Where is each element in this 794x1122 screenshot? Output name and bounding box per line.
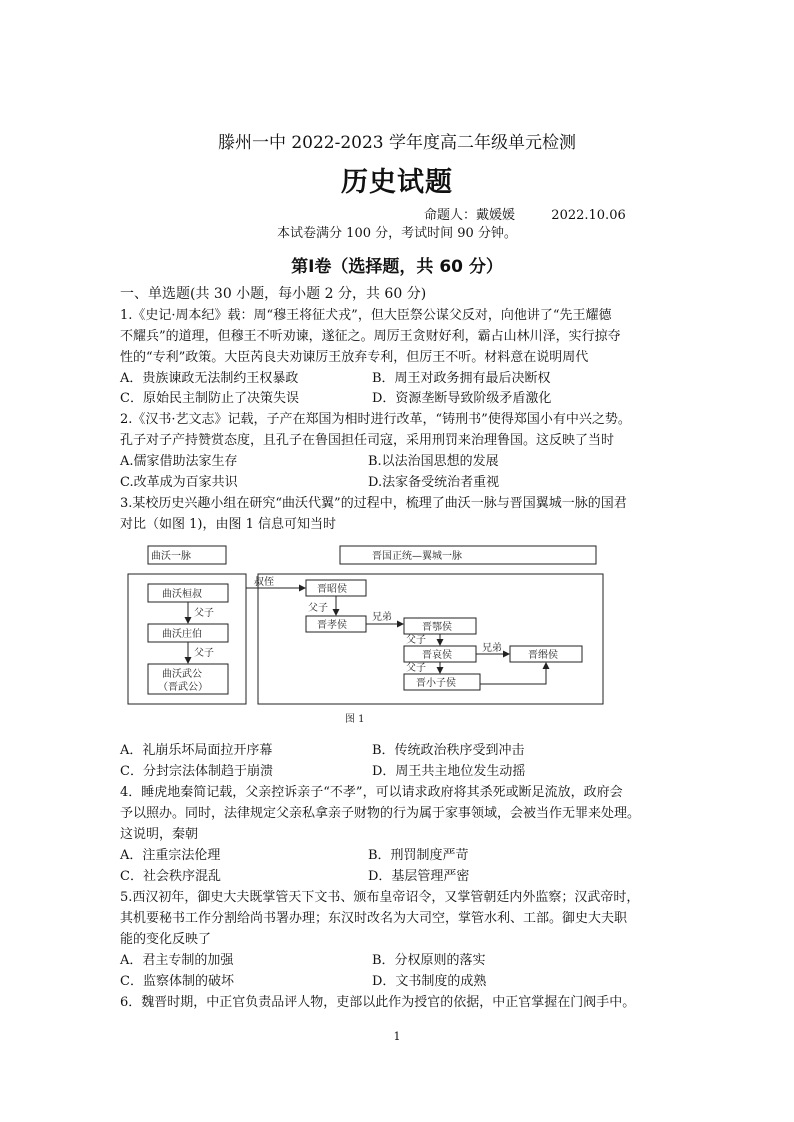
q5-line-1: 5.西汉初年，御史大夫既掌管天下文书、颁布皇帝诏令，又掌管朝廷内外监察；汉武帝时， — [120, 890, 640, 905]
q1-line-1: 1.《史记·周本纪》载：周“穆王将征犬戎”，但大臣祭公谋父反对，向他讲了“先王耀德 — [120, 308, 612, 323]
node-zhuangbo: 曲沃庄伯 — [162, 629, 202, 640]
diagram-caption: 图 1 — [345, 714, 365, 725]
node-jin-wugong: （晋武公） — [158, 682, 208, 693]
q3-line-1: 3.某校历史兴趣小组在研究“曲沃代翼”的过程中，梳理了曲沃一脉与晋国翼城一脉的国君 — [120, 496, 627, 511]
q4-option-a[interactable]: A．注重宗法伦理 — [120, 848, 221, 863]
q1-option-b[interactable]: B．周王对政务拥有最后决断权 — [372, 371, 551, 386]
q2-option-a[interactable]: A.儒家借助法家生存 — [120, 454, 238, 469]
section-title: 第Ⅰ卷（选择题，共 60 分） — [291, 257, 503, 277]
node-xiaozihou: 晋小子侯 — [416, 678, 456, 689]
node-minhou: 晋缗侯 — [528, 650, 558, 661]
exam-date: 2022.10.06 — [551, 208, 626, 223]
rel-label: 父子 — [406, 663, 426, 674]
author: 命题人：戴媛媛 — [424, 208, 516, 223]
q2-option-d[interactable]: D.法家备受统治者重视 — [368, 475, 500, 490]
q5-line-3: 能的变化反映了 — [120, 932, 212, 947]
rel-label: 父子 — [308, 603, 328, 614]
q5-option-a[interactable]: A．君主专制的加强 — [120, 953, 234, 968]
rel-label: 叔侄 — [254, 577, 274, 588]
rel-label: 父子 — [406, 635, 426, 646]
q2-option-c[interactable]: C.改革成为百家共识 — [120, 475, 238, 490]
q2-option-b[interactable]: B.以法治国思想的发展 — [368, 454, 499, 469]
q3-option-c[interactable]: C．分封宗法体制趋于崩溃 — [120, 764, 273, 779]
q1-option-a[interactable]: A．贵族谏政无法制约王权暴政 — [120, 371, 299, 386]
rel-label: 兄弟 — [482, 643, 502, 654]
node-wugong: 曲沃武公 — [162, 669, 202, 680]
q4-line-1: 4．睡虎地秦简记载，父亲控诉亲子“不孝”，可以请求政府将其杀死或断足流放，政府会 — [120, 785, 623, 800]
school-title: 滕州一中 2022-2023 学年度高二年级单元检测 — [217, 133, 577, 153]
q4-option-c[interactable]: C．社会秩序混乱 — [120, 869, 221, 884]
part-title: 一、单选题(共 30 小题，每小题 2 分，共 60 分) — [120, 286, 427, 302]
rel-label: 父子 — [194, 648, 214, 659]
q4-line-2: 予以照办。同时，法律规定父亲私拿亲子财物的行为属于家事领域，会被当作无罪来处理。 — [120, 806, 641, 821]
q5-option-d[interactable]: D．文书制度的成熟 — [372, 974, 487, 989]
q1-line-2: 不耀兵”的道理，但穆王不听劝谏，遂征之。周厉王贪财好利，霸占山林川泽，实行掠夺 — [120, 329, 621, 344]
q6-line-1: 6．魏晋时期，中正官负责品评人物，吏部以此作为授官的依据，中正官掌握在门阀手中。 — [120, 995, 636, 1010]
q3-option-b[interactable]: B．传统政治秩序受到冲击 — [372, 743, 525, 758]
exam-info: 本试卷满分 100 分，考试时间 90 分钟。 — [277, 226, 517, 241]
q2-line-2: 孔子对子产持赞赏态度，且孔子在鲁国担任司寇，采用刑罚来治理鲁国。这反映了当时 — [120, 433, 615, 448]
rel-label: 兄弟 — [372, 612, 392, 623]
diagram-left-header: 曲沃一脉 — [151, 551, 191, 562]
node-ehou: 晋鄂侯 — [422, 622, 452, 633]
node-xiaohou: 晋孝侯 — [317, 620, 347, 631]
q1-line-3: 性的“专利”政策。大臣芮良夫劝谏厉王放弃专利，但厉王不听。材料意在说明周代 — [120, 350, 589, 365]
page-number: 1 — [393, 1030, 401, 1043]
q2-line-1: 2.《汉书·艺文志》记载，子产在郑国为相时进行改革，“铸刑书”使得郑国小有中兴之势。 — [120, 412, 631, 427]
q3-line-2: 对比（如图 1)，由图 1 信息可知当时 — [120, 517, 337, 532]
node-aihou: 晋哀侯 — [422, 650, 452, 661]
diagram-right-header: 晋国正统—翼城一脉 — [372, 551, 462, 562]
rel-label: 父子 — [194, 608, 214, 619]
node-zhaohou: 晋昭侯 — [317, 584, 347, 595]
q1-option-d[interactable]: D．资源垄断导致阶级矛盾激化 — [372, 391, 552, 406]
node-huanshu: 曲沃桓叔 — [162, 589, 202, 600]
exam-title: 历史试题 — [341, 167, 453, 198]
q4-option-b[interactable]: B．刑罚制度严苛 — [368, 848, 469, 863]
q4-line-3: 这说明，秦朝 — [120, 827, 199, 842]
q5-option-c[interactable]: C．监察体制的破坏 — [120, 974, 234, 989]
q4-option-d[interactable]: D．基层管理严密 — [368, 869, 470, 884]
q3-option-a[interactable]: A．礼崩乐坏局面拉开序幕 — [120, 743, 273, 758]
q3-option-d[interactable]: D．周王共主地位发生动摇 — [372, 764, 526, 779]
q1-option-c[interactable]: C．原始民主制防止了决策失误 — [120, 391, 299, 406]
q5-line-2: 其机要秘书工作分割给尚书署办理；东汉时改名为大司空，掌管水利、工部。御史大夫职 — [120, 911, 628, 926]
q5-option-b[interactable]: B．分权原则的落实 — [372, 953, 486, 968]
